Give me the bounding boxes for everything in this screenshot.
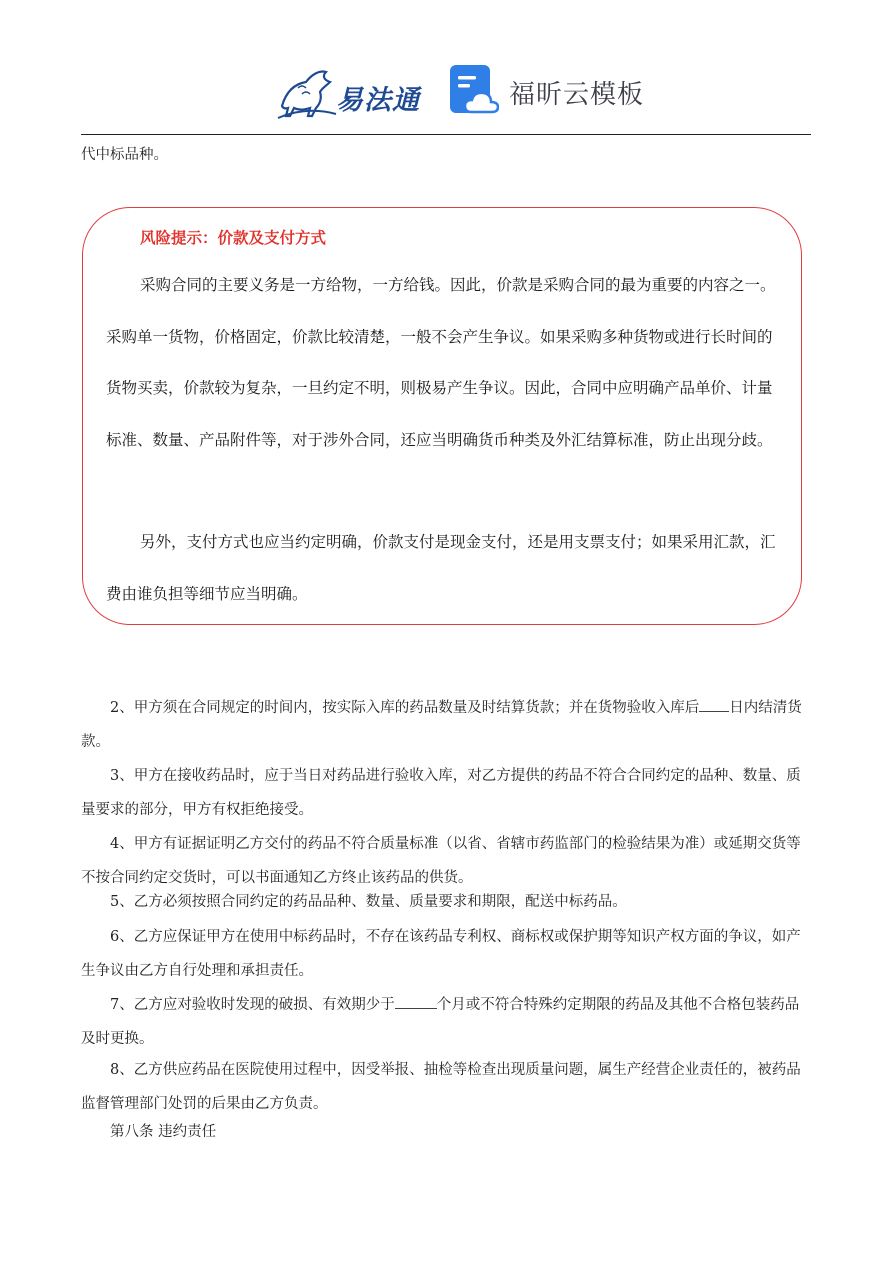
- clause-6: 6、乙方应保证甲方在使用中标药品时，不存在该药品专利权、商标权或保护期等知识产权方面的争议，如产生争议由乙方自行处理和承担责任。: [81, 929, 801, 979]
- clause-4: 4、甲方有证据证明乙方交付的药品不符合质量标准（以省、省辖市药监部门的检验结果为准）或延期交货等不按合同约定交货时，可以书面通知乙方终止该药品的供货。: [81, 836, 801, 886]
- months-blank: [395, 1008, 437, 1009]
- qilin-logo-icon: [276, 62, 338, 122]
- foxit-cloud-icon: [449, 64, 499, 116]
- clause-2-text-a: 2、甲方须在合同规定的时间内，按实际入库的药品数量及时结算货款；并在货物验收入库后: [110, 700, 700, 716]
- risk-paragraph-1: 采购合同的主要义务是一方给物，一方给钱。因此，价款是采购合同的最为重要的内容之一。采购单一货物，价格固定，价款比较清楚，一般不会产生争议。如果采购多种货物或进行长时间的货物买卖，价款较为复杂，一旦约定不明，则极易产生争议。因此，合同中应明确产品单价、计量标准、数量、产品附件等，对于涉外合同，还应当明确货币种类及外汇结算标准，防止出现分歧。: [106, 276, 776, 449]
- yifatong-logo: [276, 62, 426, 122]
- clause-7-text-b: 个月或不符合特殊约定期限的药品及其他不合格包装药品及时更换。: [81, 997, 800, 1047]
- clause-7: [81, 988, 811, 1056]
- clause-8: 8、乙方供应药品在医院使用过程中，因受举报、抽检等检查出现质量问题，属生产经营企业责任的，被药品监督管理部门处罚的后果由乙方负责。: [81, 1062, 801, 1112]
- clause-5: 5、乙方必须按照合同约定的药品品种、数量、质量要求和期限，配送中标药品。: [110, 894, 627, 910]
- risk-paragraph-2: 另外，支付方式也应当约定明确，价款支付是现金支付，还是用支票支付；如果采用汇款，汇费由谁负担等细节应当明确。: [106, 533, 776, 603]
- days-blank: [699, 711, 729, 712]
- clause-2-text-b: 日内结清货款。: [81, 700, 802, 750]
- header-divider: [81, 134, 811, 135]
- clause-2: [81, 691, 811, 759]
- clause-3: 3、甲方在接收药品时，应于当日对药品进行验收入库，对乙方提供的药品不符合合同约定的品种、数量、质量要求的部分，甲方有权拒绝接受。: [81, 768, 801, 818]
- article-8-heading: 第八条 违约责任: [110, 1124, 217, 1140]
- page-header: [0, 58, 893, 128]
- continued-text: 代中标品种。: [81, 147, 168, 163]
- clause-7-text-a: 7、乙方应对验收时发现的破损、有效期少于: [110, 997, 395, 1013]
- brand1-text: 易法通: [336, 85, 420, 116]
- risk-title: 风险提示：价款及支付方式: [140, 229, 327, 247]
- brand2-text: 福昕云模板: [509, 80, 645, 110]
